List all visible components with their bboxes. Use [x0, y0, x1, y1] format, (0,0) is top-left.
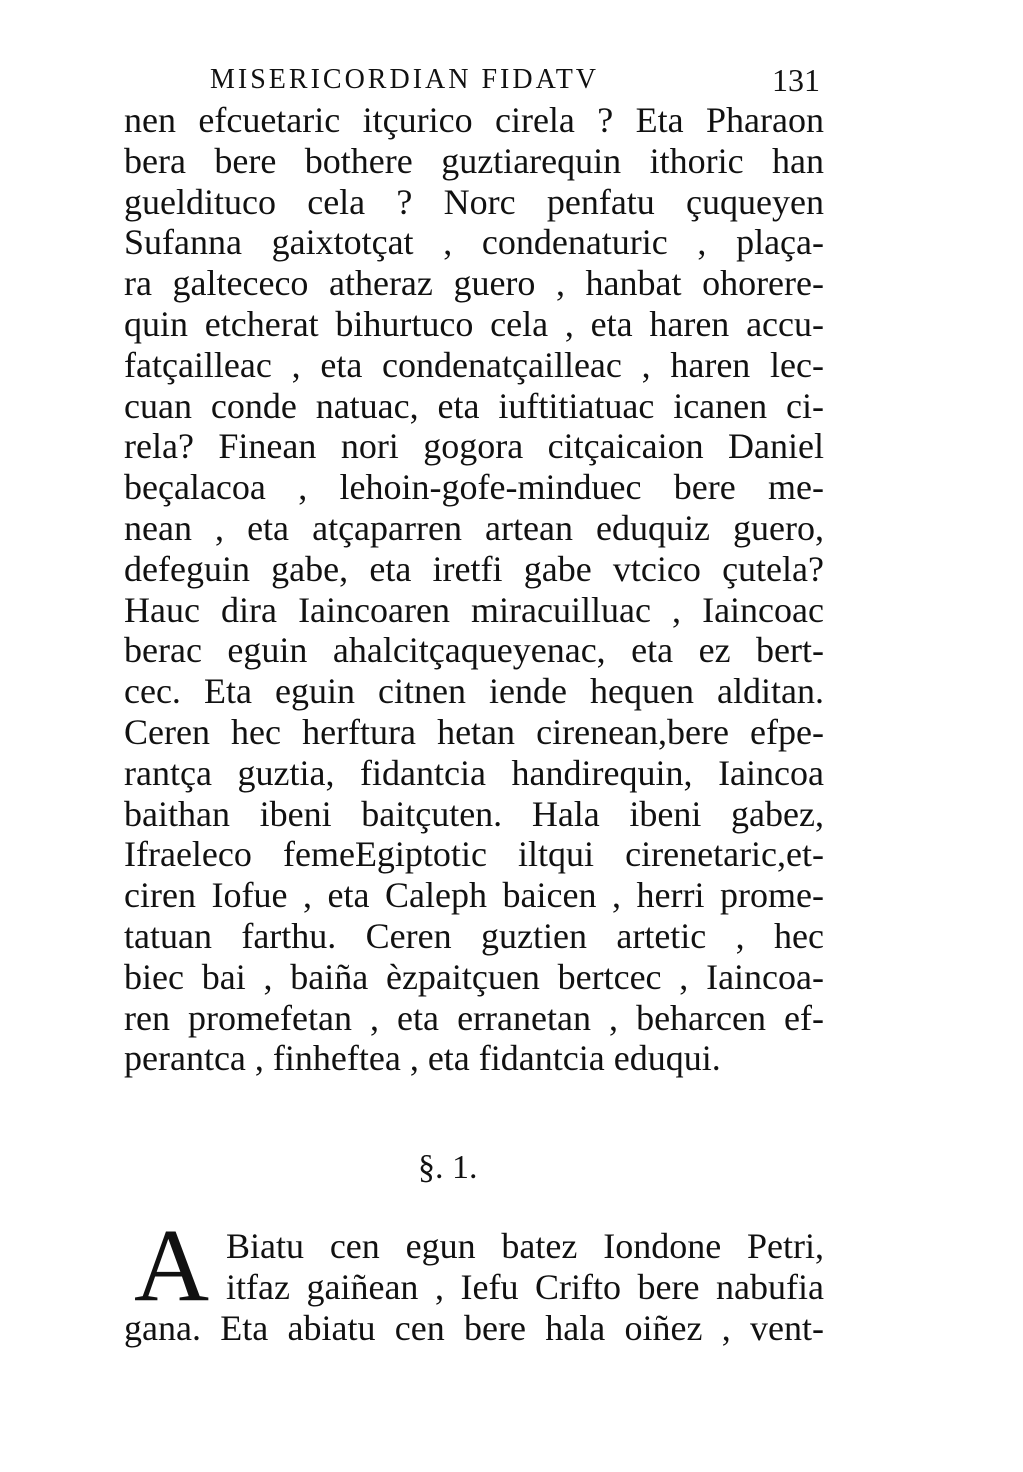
text-line: cuan conde natuac, eta iuftitiatuac icanen ci-: [124, 385, 824, 426]
text-line: berac eguin ahalcitçaqueyenac, eta ez bert-: [124, 630, 824, 671]
section-mark: §. 1.: [418, 1149, 478, 1186]
text-line: Biatu cen egun batez Iondone Petri,: [226, 1226, 824, 1266]
text-line: Ifraeleco femeEgiptotic iltqui cirenetaric,et-: [124, 834, 824, 875]
running-title: MISERICORDIAN FIDATV: [210, 64, 600, 95]
text-line: tatuan farthu. Ceren guztien artetic , hec: [124, 915, 824, 956]
text-line: biec bai , baiña èzpaitçuen bertcec , Iaincoa-: [124, 956, 824, 997]
running-head: [210, 60, 820, 100]
text-line: rantça guztia, fidantcia handirequin, Iaincoa: [124, 752, 824, 793]
section-opening-lines: [226, 1226, 824, 1308]
text-line: gana. Eta abiatu cen bere hala oiñez , vent-: [124, 1308, 824, 1348]
text-line: ciren Iofue , eta Caleph baicen , herri prome-: [124, 875, 824, 916]
text-line: Hauc dira Iaincoaren miracuilluac , Iaincoac: [124, 589, 824, 630]
section-continuation: [124, 1308, 824, 1349]
text-line: bera bere bothere guztiarequin ithoric han: [124, 140, 824, 181]
text-line: perantca , finheftea , eta fidantcia eduqui.: [124, 1038, 721, 1079]
text-line: nean , eta atçaparren artean eduquiz guero,: [124, 507, 824, 548]
text-line: defeguin gabe, eta iretfi gabe vtcico çutela?: [124, 548, 824, 589]
text-line: baithan ibeni baitçuten. Hala ibeni gabez,: [124, 793, 824, 834]
text-line: beçalacoa , lehoin-gofe-minduec bere me-: [124, 467, 824, 508]
page-number: 131: [772, 62, 820, 98]
text-line: cec. Eta eguin citnen iende hequen alditan.: [124, 671, 824, 712]
text-line: nen efcuetaric itçurico cirela ? Eta Pharaon: [124, 100, 824, 140]
text-line: ren promefetan , eta erranetan , beharcen ef-: [124, 997, 824, 1038]
text-line: Ceren hec herftura hetan cirenean,bere efpe-: [124, 711, 824, 752]
text-line: itfaz gaiñean , Iefu Crifto bere nabufia: [226, 1266, 824, 1307]
text-line: ra galtececo atheraz guero , hanbat ohorere-: [124, 263, 824, 304]
text-line: fatçailleac , eta condenatçailleac , haren lec-: [124, 344, 824, 385]
drop-cap-initial: A: [134, 1208, 210, 1323]
text-line: rela? Finean nori gogora citçaicaion Daniel: [124, 426, 824, 467]
body-paragraph: [124, 100, 824, 1079]
text-line: Sufanna gaixtotçat , condenaturic , plaça-: [124, 222, 824, 263]
text-line: gueldituco cela ? Norc penfatu çuqueyen: [124, 181, 824, 222]
text-line: quin etcherat bihurtuco cela , eta haren accu-: [124, 303, 824, 344]
